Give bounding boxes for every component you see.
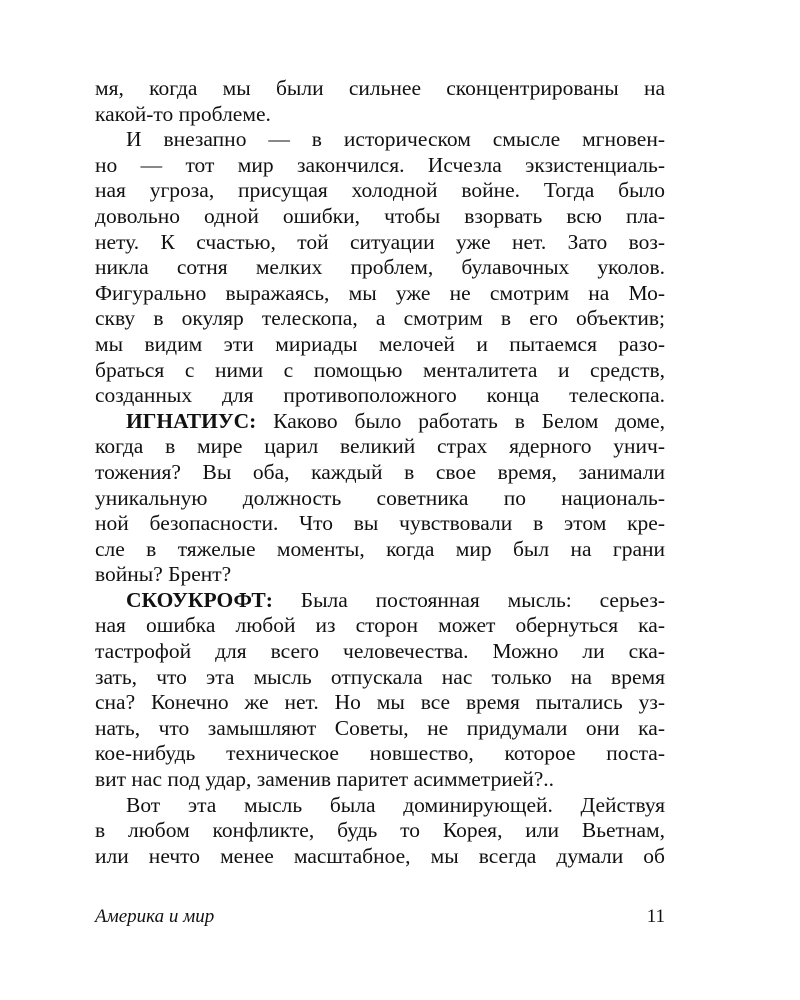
text-line: в любом конфликте, будь то Корея, или Вьетнам, bbox=[95, 818, 665, 843]
text-line: браться с ними с помощью менталитета и средств, bbox=[95, 357, 665, 382]
text-line: кое-нибудь техническое новшество, которое поста- bbox=[95, 741, 665, 766]
text-line: никла сотня мелких проблем, булавочных уколов. bbox=[95, 255, 665, 280]
text-line: когда в мире царил великий страх ядерного унич- bbox=[95, 434, 665, 459]
text-line: нету. К счастью, той ситуации уже нет. Зато воз- bbox=[95, 229, 665, 254]
speaker-name: СКОУКРОФТ: bbox=[126, 587, 273, 612]
text-line: довольно одной ошибки, чтобы взорвать всю пла- bbox=[95, 203, 665, 228]
text-line: мы видим эти мириады мелочей и пытаемся разо- bbox=[95, 331, 665, 356]
speaker-text: Была постоянная мысль: серьез- bbox=[272, 587, 665, 612]
text-line: но — тот мир закончился. Исчезла экзистенциаль- bbox=[95, 152, 665, 177]
dialogue-paragraph-scowcroft bbox=[95, 588, 665, 793]
text-line: ная ошибка любой из сторон может обернуться ка- bbox=[95, 613, 665, 638]
text-line: или нечто менее масштабное, мы всегда думали об bbox=[95, 843, 665, 868]
page-footer bbox=[95, 904, 665, 930]
text-line: войны? Брент? bbox=[95, 562, 232, 587]
text-line: Фигурально выражаясь, мы уже не смотрим на Мо- bbox=[95, 280, 665, 305]
text-line: И внезапно — в историческом смысле мгновен- bbox=[126, 127, 665, 152]
paragraph-continuation bbox=[95, 76, 665, 127]
text-line: зать, что эта мысль отпускала нас только на время bbox=[95, 664, 665, 689]
text-line bbox=[95, 409, 665, 435]
speaker-text: Каково было работать в Белом доме, bbox=[256, 408, 665, 433]
text-line: мя, когда мы были сильнее сконцентрированы на bbox=[95, 76, 665, 100]
running-footer-title: Америка и мир bbox=[95, 906, 215, 927]
text-line: Вот эта мысль была доминирующей. Действуя bbox=[126, 792, 665, 817]
text-line bbox=[95, 588, 665, 614]
text-line: созданных для противоположного конца телескопа. bbox=[95, 383, 665, 408]
text-line: сна? Конечно же нет. Но мы все время пытались уз- bbox=[95, 690, 665, 715]
text-line: вит нас под удар, заменив паритет асимметрией?.. bbox=[95, 767, 555, 792]
paragraph bbox=[95, 793, 665, 870]
text-line: тожения? Вы оба, каждый в свое время, занимали bbox=[95, 459, 665, 484]
text-line: ная угроза, присущая холодной войне. Тогда было bbox=[95, 178, 665, 203]
page-number: 11 bbox=[646, 906, 665, 927]
speaker-name: ИГНАТИУС: bbox=[126, 408, 257, 433]
text-line: тастрофой для всего человечества. Можно ли ска- bbox=[95, 639, 665, 664]
text-line: скву в окуляр телескопа, а смотрим в его объектив; bbox=[95, 306, 665, 331]
text-line: сле в тяжелые моменты, когда мир был на грани bbox=[95, 536, 665, 561]
text-line: какой-то проблеме. bbox=[95, 101, 271, 126]
text-line: ной безопасности. Что вы чувствовали в этом кре- bbox=[95, 511, 665, 536]
text-line: нать, что замышляют Советы, не придумали они ка- bbox=[95, 715, 665, 740]
dialogue-paragraph-ignatius bbox=[95, 409, 665, 588]
text-line: уникальную должность советника по националь- bbox=[95, 485, 665, 510]
paragraph bbox=[95, 127, 665, 409]
book-page-text bbox=[95, 76, 665, 869]
